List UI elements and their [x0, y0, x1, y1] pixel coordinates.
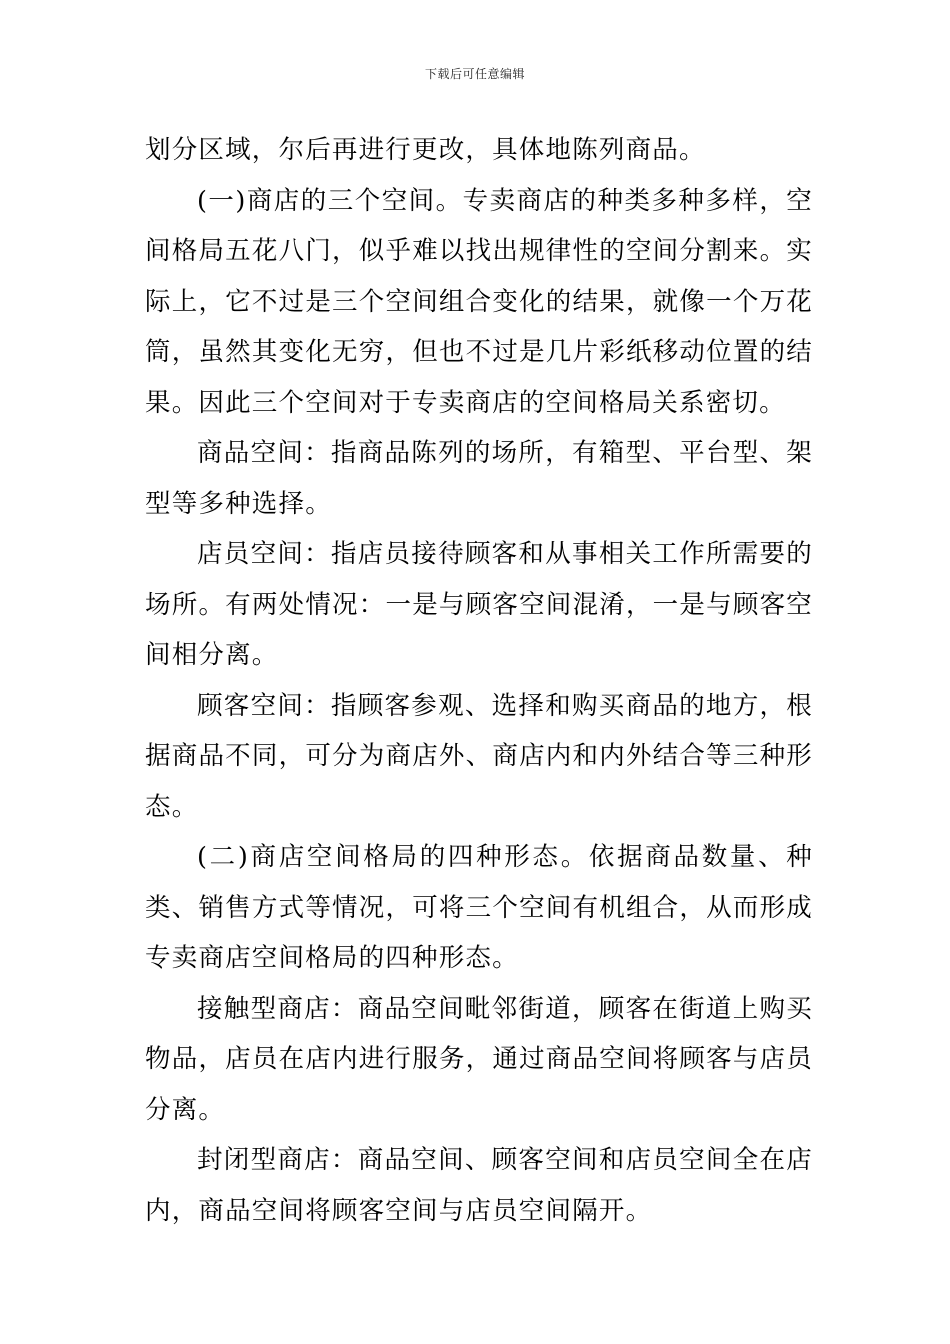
paragraph-1: 划分区域，尔后再进行更改，具体地陈列商品。	[145, 135, 706, 165]
paragraph-8: 封闭型商店：商品空间、顾客空间和店员空间全在店内，商品空间将顾客空间与店员空间隔开。	[145, 1145, 813, 1226]
paragraph-6: (二)商店空间格局的四种形态。依据商品数量、种类、销售方式等情况，可将三个空间有机组合，从而形成专卖商店空间格局的四种形态。	[145, 842, 813, 973]
document-body	[145, 125, 813, 1236]
paragraph-2: (一)商店的三个空间。专卖商店的种类多种多样，空间格局五花八门，似乎难以找出规律性的空间分割来。实际上，它不过是三个空间组合变化的结果，就像一个万花筒，虽然其变化无穷，但也不过是几片彩纸移动位置的结果。因此三个空间对于专卖商店的空间格局关系密切。	[145, 185, 813, 418]
paragraph-5: 顾客空间：指顾客参观、选择和购买商品的地方，根据商品不同，可分为商店外、商店内和内外结合等三种形态。	[145, 690, 813, 822]
paragraph-3: 商品空间：指商品陈列的场所，有箱型、平台型、架型等多种选择。	[145, 438, 813, 519]
paragraph-4: 店员空间：指店员接待顾客和从事相关工作所需要的场所。有两处情况：一是与顾客空间混淆，一是与顾客空间相分离。	[145, 539, 813, 670]
page-header: 下载后可任意编辑	[424, 67, 525, 81]
paragraph-7: 接触型商店：商品空间毗邻街道，顾客在街道上购买物品，店员在店内进行服务，通过商品空间将顾客与店员分离。	[145, 993, 813, 1125]
